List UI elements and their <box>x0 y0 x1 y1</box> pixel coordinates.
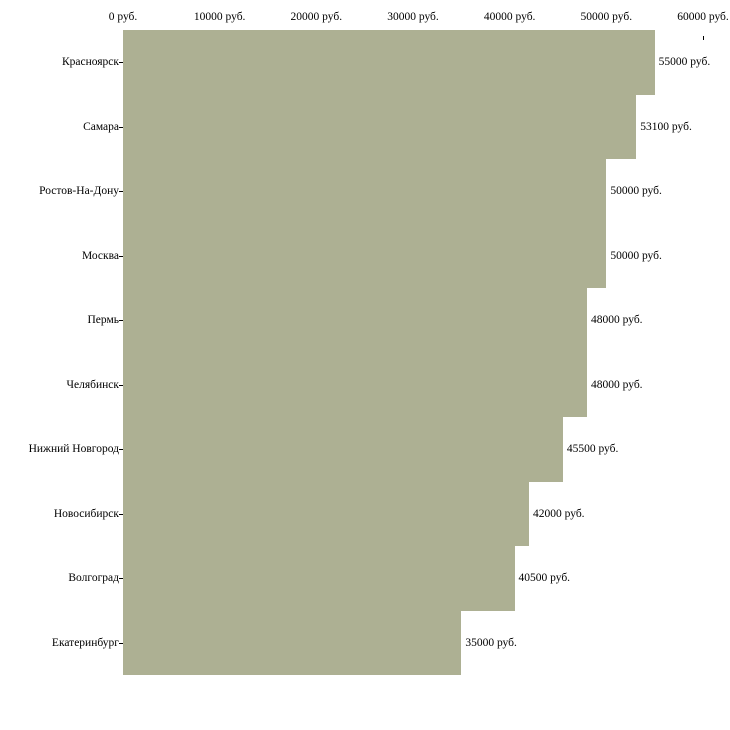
plot-area <box>123 30 711 703</box>
y-axis-category-label-row <box>0 95 119 160</box>
bar-value-label: 48000 руб. <box>591 314 643 327</box>
y-axis-category-label-row <box>0 353 119 418</box>
y-axis-category-labels <box>0 30 119 703</box>
y-axis-category-label: Ростов-На-Дону <box>39 185 119 198</box>
bar-value-label: 48000 руб. <box>591 378 643 391</box>
bar[interactable] <box>123 95 636 160</box>
x-axis-tick-label: 50000 руб. <box>580 11 633 23</box>
y-axis-category-label: Москва <box>81 249 119 262</box>
y-axis-category-label: Новосибирск <box>53 507 119 520</box>
bar-row <box>123 95 703 160</box>
bar-value-label: 50000 руб. <box>610 185 662 198</box>
bar-value-label: 40500 руб. <box>518 572 571 585</box>
x-axis-tick-labels <box>0 10 730 26</box>
y-axis-category-label: Екатеринбург <box>51 636 119 649</box>
bar[interactable] <box>123 611 461 676</box>
bar[interactable] <box>123 224 606 289</box>
x-axis-tick-label: 20000 руб. <box>290 11 343 23</box>
y-axis-category-label: Красноярск <box>61 56 119 69</box>
bar-value-label: 53100 руб. <box>640 120 692 133</box>
bar-row <box>123 30 711 95</box>
bar-row <box>123 159 703 224</box>
y-axis-category-label: Пермь <box>87 314 119 327</box>
x-axis-tick-label: 40000 руб. <box>483 11 536 23</box>
bar[interactable] <box>123 482 529 547</box>
y-axis-category-label-row <box>0 417 119 482</box>
y-axis-category-label-row <box>0 30 119 95</box>
y-axis-category-label: Челябинск <box>66 378 119 391</box>
y-axis-category-label: Волгоград <box>68 572 119 585</box>
y-axis-category-label-row <box>0 224 119 289</box>
bar[interactable] <box>123 159 606 224</box>
x-axis-tick-label: 60000 руб. <box>677 11 729 23</box>
bar-value-label: 42000 руб. <box>533 507 585 520</box>
bar-row <box>123 611 703 676</box>
bar-row <box>123 288 703 353</box>
y-axis-category-label-row <box>0 288 119 353</box>
bar[interactable] <box>123 546 515 611</box>
bar-row <box>123 224 703 289</box>
y-axis-category-label: Нижний Новгород <box>28 443 119 456</box>
x-axis-tick-label: 30000 руб. <box>387 11 439 23</box>
x-axis-tick-label: 0 руб. <box>108 11 138 23</box>
x-axis-tick-label: 10000 руб. <box>193 11 246 23</box>
bar[interactable] <box>123 353 587 418</box>
y-axis-category-label-row <box>0 482 119 547</box>
bar-value-label: 45500 руб. <box>566 443 619 456</box>
bar-row <box>123 546 703 611</box>
bar[interactable] <box>123 417 563 482</box>
bar-value-label: 35000 руб. <box>465 636 517 649</box>
y-axis-category-label-row <box>0 159 119 224</box>
y-axis-category-label-row <box>0 546 119 611</box>
bar[interactable] <box>123 30 655 95</box>
bar-row <box>123 482 703 547</box>
x-axis-tick-mark <box>703 36 704 40</box>
y-axis-category-label: Самара <box>83 120 119 133</box>
y-axis-category-label-row <box>0 611 119 676</box>
bar-value-label: 50000 руб. <box>610 249 662 262</box>
bar-row <box>123 353 703 418</box>
bar[interactable] <box>123 288 587 353</box>
bar-row <box>123 417 703 482</box>
bar-value-label: 55000 руб. <box>658 56 711 69</box>
